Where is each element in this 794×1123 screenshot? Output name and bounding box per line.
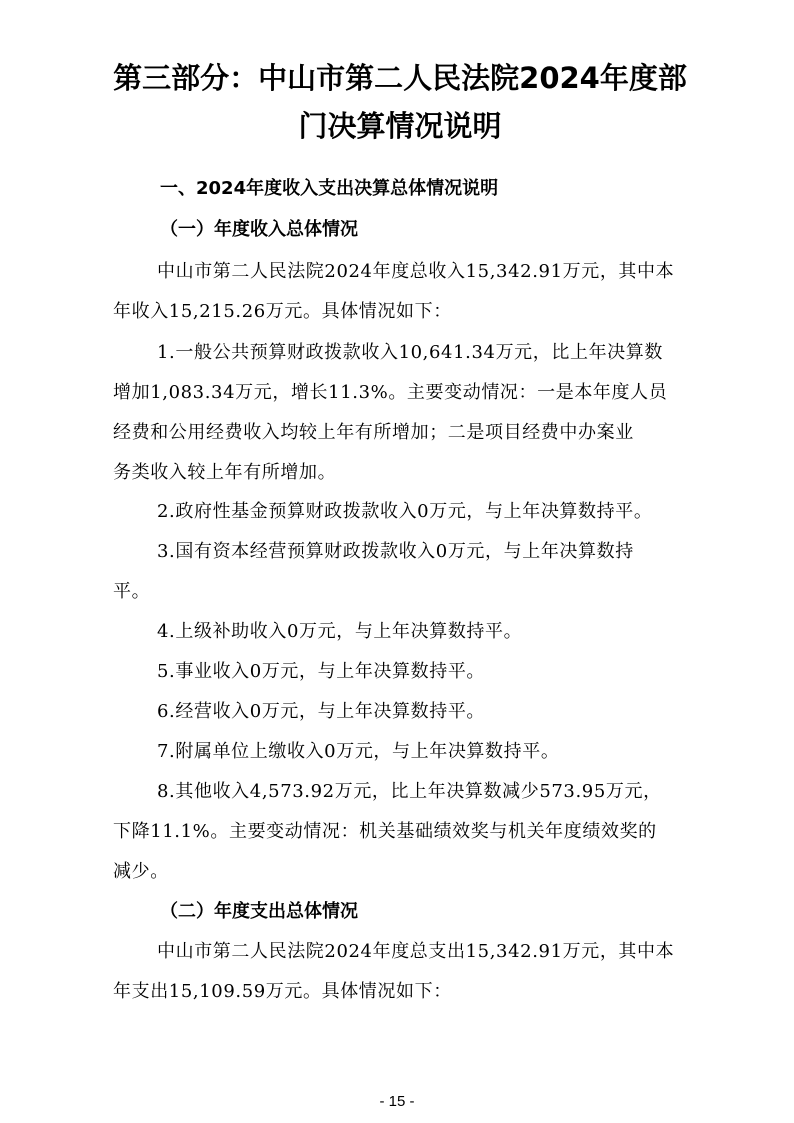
income-intro-line-2: 年收入15,215.26万元。具体情况如下： <box>113 301 452 322</box>
income-item-2: 2.政府性基金预算财政拨款收入0万元，与上年决算数持平。 <box>157 501 653 522</box>
income-intro-line-1: 中山市第二人民法院2024年度总收入15,342.91万元，其中本 <box>157 261 675 282</box>
income-item-1-line-4: 务类收入较上年有所增加。 <box>113 462 337 483</box>
income-item-4: 4.上级补助收入0万元，与上年决算数持平。 <box>157 621 523 642</box>
income-item-5: 5.事业收入0万元，与上年决算数持平。 <box>157 661 486 682</box>
income-item-3-line-1: 3.国有资本经营预算财政拨款收入0万元，与上年决算数持 <box>157 541 634 562</box>
expense-intro-line-2: 年支出15,109.59万元。具体情况如下： <box>113 981 452 1002</box>
page-title-line-1: 第三部分：中山市第二人民法院2024年度部 <box>113 61 687 95</box>
section-heading: 一、2024年度收入支出决算总体情况说明 <box>160 178 499 199</box>
subsection-heading-expense: （二）年度支出总体情况 <box>160 901 358 922</box>
income-item-6: 6.经营收入0万元，与上年决算数持平。 <box>157 701 486 722</box>
subsection-heading-income: （一）年度收入总体情况 <box>160 219 358 240</box>
income-item-8-line-1: 8.其他收入4,573.92万元，比上年决算数减少573.95万元， <box>157 781 662 802</box>
income-item-8-line-2: 下降11.1%。主要变动情况：机关基础绩效奖与机关年度绩效奖的 <box>113 821 657 842</box>
page-title-line-2: 门决算情况说明 <box>298 109 502 143</box>
income-item-3-line-2: 平。 <box>113 581 151 602</box>
income-item-1-line-2: 增加1,083.34万元，增长11.3%。主要变动情况：一是本年度人员 <box>113 382 668 403</box>
income-item-7: 7.附属单位上缴收入0万元，与上年决算数持平。 <box>157 741 560 762</box>
expense-intro-line-1: 中山市第二人民法院2024年度总支出15,342.91万元，其中本 <box>157 941 675 962</box>
income-item-1-line-3: 经费和公用经费收入均较上年有所增加；二是项目经费中办案业 <box>113 422 634 443</box>
income-item-1-line-1: 1.一般公共预算财政拨款收入10,641.34万元，比上年决算数 <box>157 342 663 363</box>
page-number: - 15 - <box>379 1093 415 1110</box>
income-item-8-line-3: 减少。 <box>113 861 169 882</box>
